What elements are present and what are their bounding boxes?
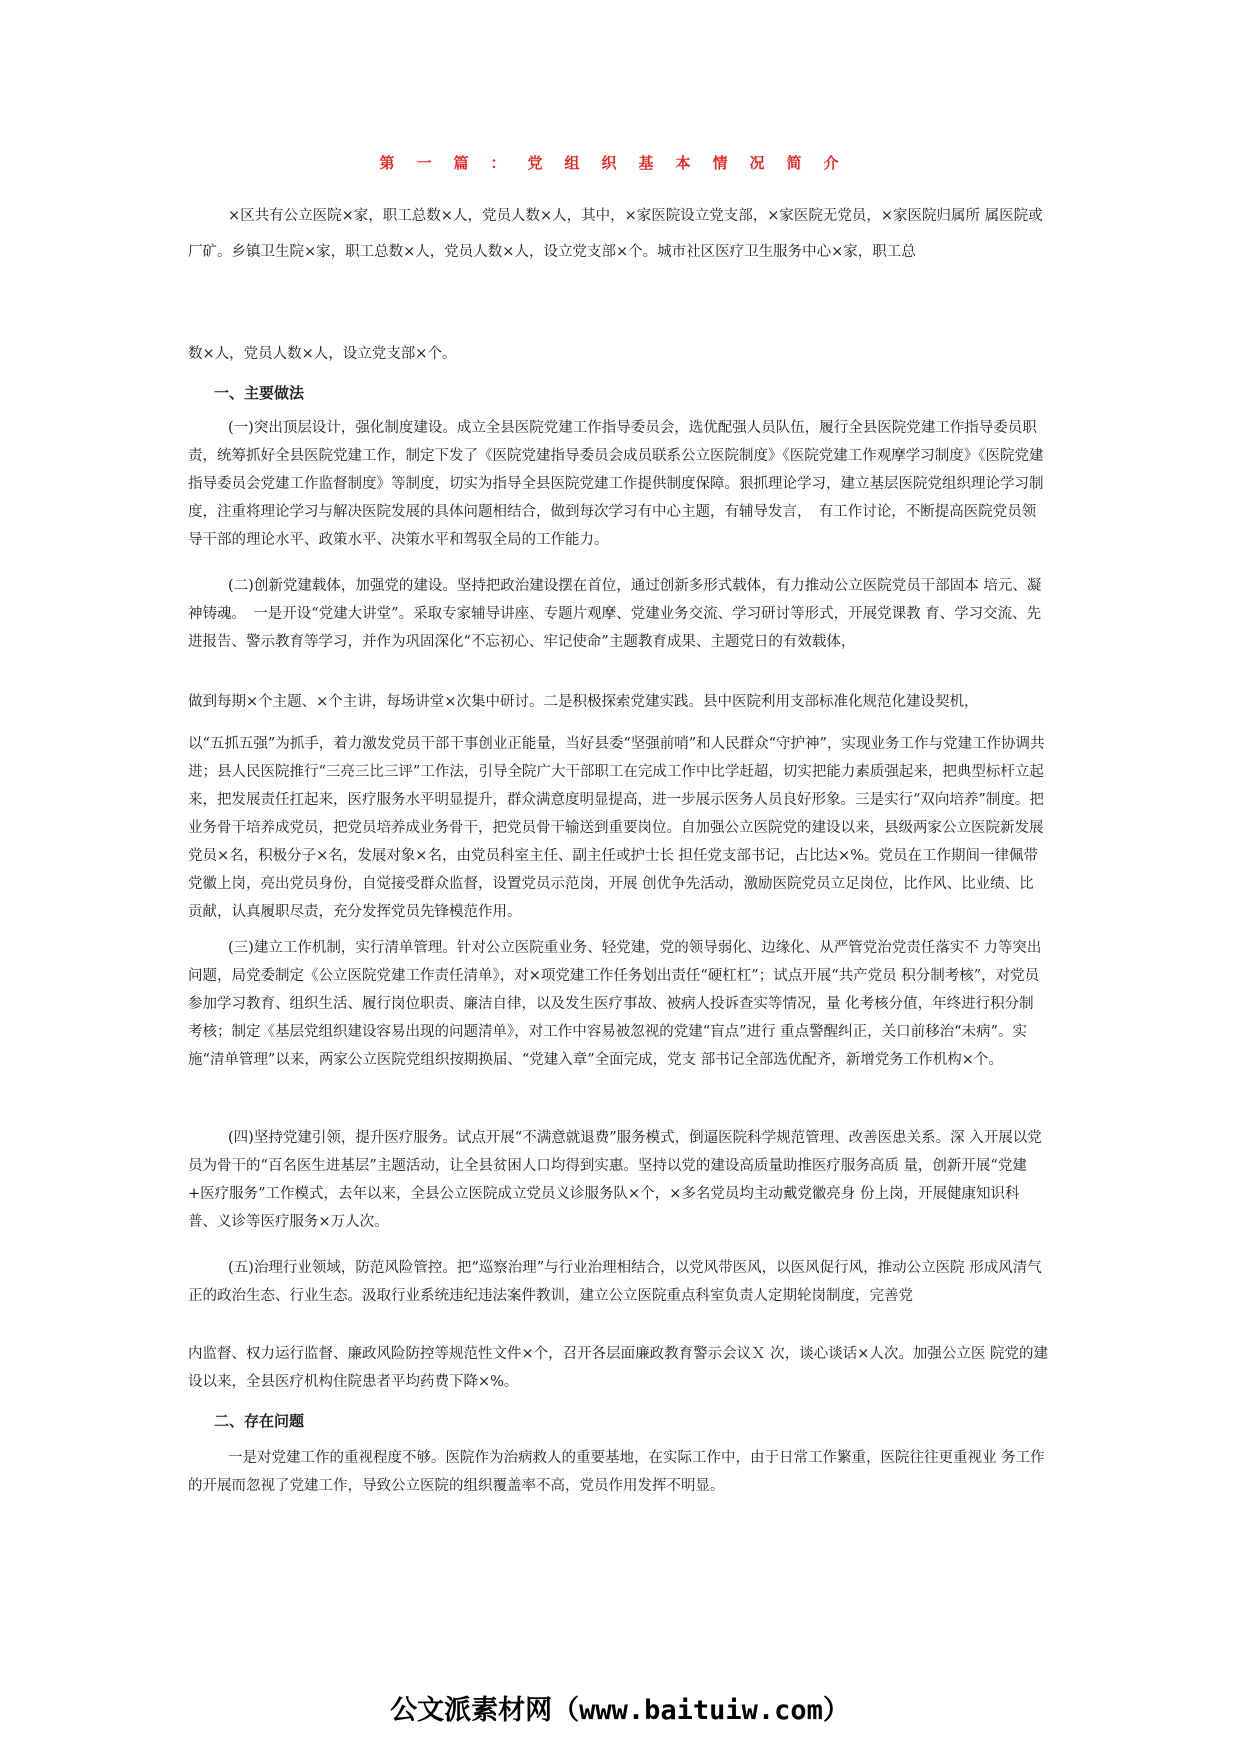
footer-watermark: 公文派素材网（www.baituiw.com） — [390, 1695, 850, 1726]
paragraph-item-4: (四)坚持党建引领，提升医疗服务。试点开展“不满意就退费”服务模式，倒逼医院科学规范管理、改善医患关系。深 入开展以党员为骨干的“百名医生进基层”主题活动，让全县贫困人口均得到实惠。坚持以党的建设高质量助推医疗服务高质 量，创新开展“党建+医疗服务”工作模式，去年以来，全县公立医院成立党员义诊服务队×个，×多名党员均主动戴党徽亮身 份上岗，开展健康知识科普、义诊等医疗服务×万人次。 — [188, 1130, 1042, 1230]
paragraph-problem-1: 一是对党建工作的重视程度不够。医院作为治病救人的重要基地，在实际工作中，由于日常工作繁重，医院往往更重视业 务工作的开展而忽视了党建工作，导致公立医院的组织覆盖率不高，党员作用发挥不明显。 — [188, 1450, 1045, 1494]
paragraph-item-2a: (二)创新党建载体，加强党的建设。坚持把政治建设摆在首位，通过创新多形式载体，有力推动公立医院党员干部固本 培元、凝神铸魂。 一是开设“党建大讲堂”。采取专家辅导讲座、专题片观摩、党建业务交流、学习研讨等形式，开展党课教 育、学习交流、先进报告、警示教育等学习，并作为巩固深化“不忘初心、牢记使命”主题教育成果、主题党日的有效载体， — [188, 578, 1042, 650]
paragraph-item-5a: (五)治理行业领域，防范风险管控。把“巡察治理”与行业治理相结合，以党风带医风，以医风促行风，推动公立医院 形成风清气正的政治生态、行业生态。汲取行业系统违纪违法案件教训，建立公立医院重点科室负责人定期轮岗制度，完善党 — [188, 1260, 1042, 1304]
paragraph-item-3: (三)建立工作机制，实行清单管理。针对公立医院重业务、轻党建，党的领导弱化、边缘化、从严管党治党责任落实不 力等突出问题，局党委制定《公立医院党建工作责任清单》，对×项党建工作任务划出责任“硬杠杠”；试点开展“共产党员 积分制考核”，对党员参加学习教育、组织生活、履行岗位职责、廉洁自律，以及发生医疗事故、被病人投诉查实等情况，量 化考核分值，年终进行积分制考核；制定《基层党组织建设容易出现的问题清单》，对工作中容易被忽视的党建“盲点”进行 重点警醒纠正，关口前移治“未病”。实施“清单管理”以来，两家公立医院党组织按期换届、“党建入章”全面完成，党支 部书记全部选优配齐，新增党务工作机构×个。 — [188, 940, 1042, 1068]
paragraph-item-5b: 内监督、权力运行监督、廉政风险防控等规范性文件×个，召开各层面廉政教育警示会议Ｘ 次，谈心谈话×人次。加强公立医 院党的建设以来，全县医疗机构住院患者平均药费下降×%。 — [188, 1346, 1049, 1390]
paragraph-item-1: (一)突出顶层设计，强化制度建设。成立全县医院党建工作指导委员会，选优配强人员队伍，履行全县医院党建工作指导委员职责，统筹抓好全县医院党建工作，制定下发了《医院党建指导委员会成员联系公立医院制度》《医院党建工作观摩学习制度》《医院党建指导委员会党建工作监督制度》等制度，切实为指导全县医院党建工作提供制度保障。狠抓理论学习，建立基层医院党组织理论学习制度，注重将理论学习与解决医院发展的具体问题相结合，做到每次学习有中心主题，有辅导发言， 有工作讨论，不断提高医院党员领导干部的理论水平、政策水平、决策水平和驾驭全局的工作能力。 — [188, 420, 1044, 548]
intro-paragraph-2: 数×人，党员人数×人，设立党支部×个。 — [188, 346, 457, 362]
document-title: 第一篇：党组织基本情况简介 — [379, 154, 861, 172]
intro-paragraph-1: ×区共有公立医院×家，职工总数×人，党员人数×人，其中，×家医院设立党支部，×家医院无党员，×家医院归属所 属医院或厂矿。乡镇卫生院×家，职工总数×人，党员人数×人，设立党支部×个。城市社区医疗卫生服务中心×家，职工总 — [188, 208, 1043, 260]
paragraph-item-2b: 做到每期×个主题、×个主讲，每场讲堂×次集中研讨。二是积极探索党建实践。县中医院利用支部标准化规范化建设契机， — [188, 694, 979, 710]
section-heading-main-practices: 一、主要做法 — [214, 384, 305, 402]
section-heading-existing-problems: 二、存在问题 — [214, 1412, 305, 1430]
paragraph-item-2c: 以“五抓五强”为抓手，着力激发党员干部干事创业正能量，当好县委“坚强前哨”和人民群众“守护神”，实现业务工作与党建工作协调共进；县人民医院推行“三亮三比三评”工作法，引导全院广大干部职工在完成工作中比学赶超，切实把能力素质强起来，把典型标杆立起来，把发展责任扛起来，医疗服务水平明显提升，群众满意度明显提高，进一步展示医务人员良好形象。三是实行“双向培养”制度。把业务骨干培养成党员，把党员培养成业务骨干，把党员骨干输送到重要岗位。自加强公立医院党的建设以来，县级两家公立医院新发展党员×名，积极分子×名，发展对象×名，由党员科室主任、副主任或护士长 担任党支部书记，占比达×%。党员在工作期间一律佩带党徽上岗，亮出党员身份，自觉接受群众监督，设置党员示范岗，开展 创优争先活动，激励医院党员立足岗位，比作风、比业绩、比贡献，认真履职尽责，充分发挥党员先锋模范作用。 — [188, 736, 1045, 920]
